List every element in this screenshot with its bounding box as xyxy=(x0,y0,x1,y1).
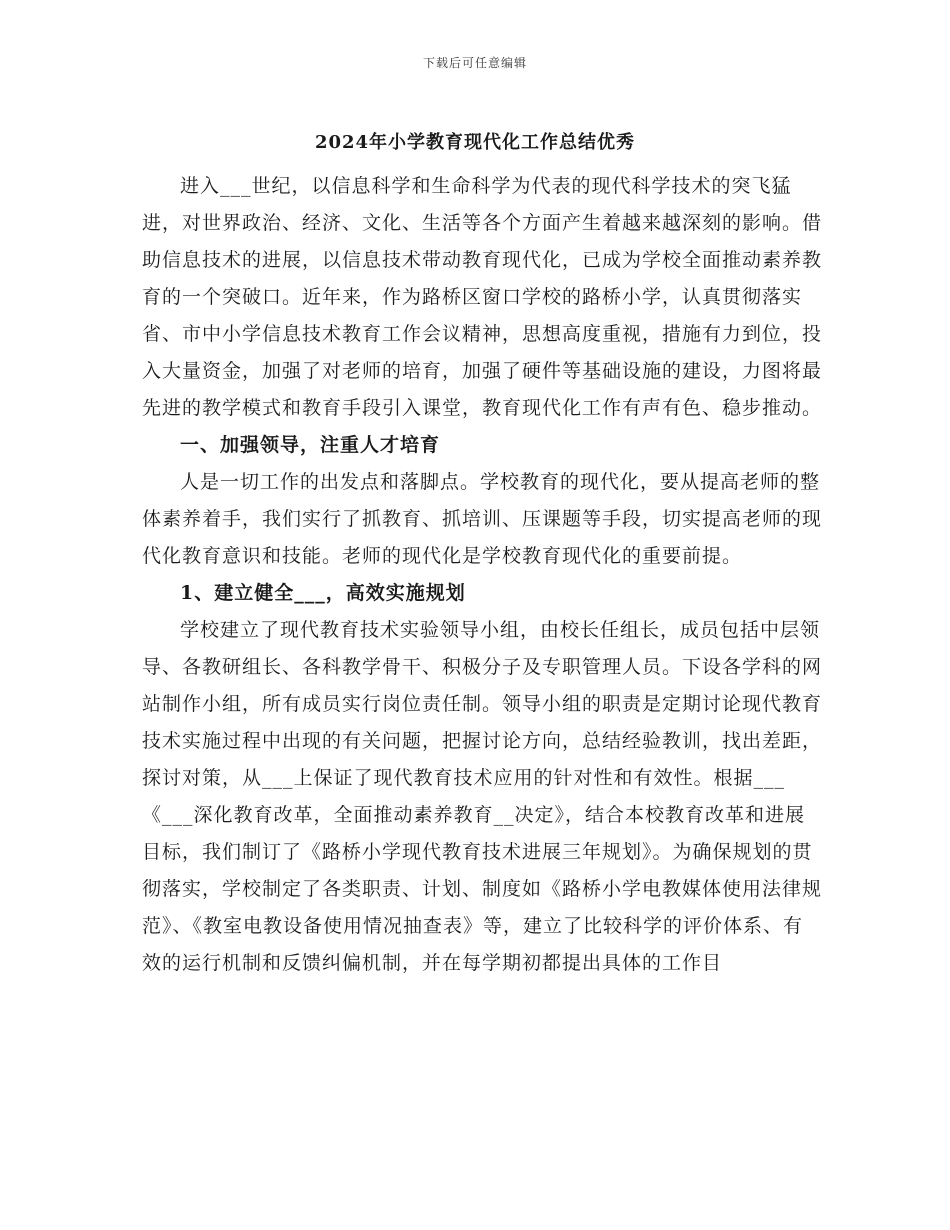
document-body xyxy=(142,168,822,982)
section-heading-1: 一、加强领导，注重人才培育 xyxy=(180,434,441,456)
page-header-note: 下载后可任意编辑 xyxy=(422,56,527,70)
paragraph-subsection-1: 学校建立了现代教育技术实验领导小组，由校长任组长，成员包括中层领导、各教研组长、各科教学骨干、积极分子及专职管理人员。下设各学科的网站制作小组，所有成员实行岗位责任制。领导小组的职责是定期讨论现代教育技术实施过程中出现的有关问题，把握讨论方向，总结经验教训，找出差距，探讨对策，从___上保证了现代教育技术应用的针对性和有效性。根据___《___深化教育改革，全面推动素养教育__决定》，结合本校教育改革和进展目标，我们制订了《路桥小学现代教育技术进展三年规划》。为确保规划的贯彻落实，学校制定了各类职责、计划、制度如《路桥小学电教媒体使用法律规范》、《教室电教设备使用情况抽查表》等，建立了比较科学的评价体系、有效的运行机制和反馈纠偏机制，并在每学期初都提出具体的工作目 xyxy=(142,619,823,974)
paragraph-section-1: 人是一切工作的出发点和落脚点。学校教育的现代化，要从提高老师的整体素养着手，我们实行了抓教育、抓培训、压课题等手段，切实提高老师的现代化教育意识和技能。老师的现代化是学校教育现代化的重要前提。 xyxy=(142,471,823,567)
document-title: 2024年小学教育现代化工作总结优秀 xyxy=(314,132,636,153)
subsection-heading-1: 1、建立健全___，高效实施规划 xyxy=(180,582,466,604)
paragraph-intro: 进入___世纪，以信息科学和生命科学为代表的现代科学技术的突飞猛进，对世界政治、经济、文化、生活等各个方面产生着越来越深刻的影响。借助信息技术的进展，以信息技术带动教育现代化，已成为学校全面推动素养教育的一个突破口。近年来，作为路桥区窗口学校的路桥小学，认真贯彻落实省、市中小学信息技术教育工作会议精神，思想高度重视，措施有力到位，投入大量资金，加强了对老师的培育，加强了硬件等基础设施的建设，力图将最先进的教学模式和教育手段引入课堂，教育现代化工作有声有色、稳步推动。 xyxy=(142,175,823,419)
